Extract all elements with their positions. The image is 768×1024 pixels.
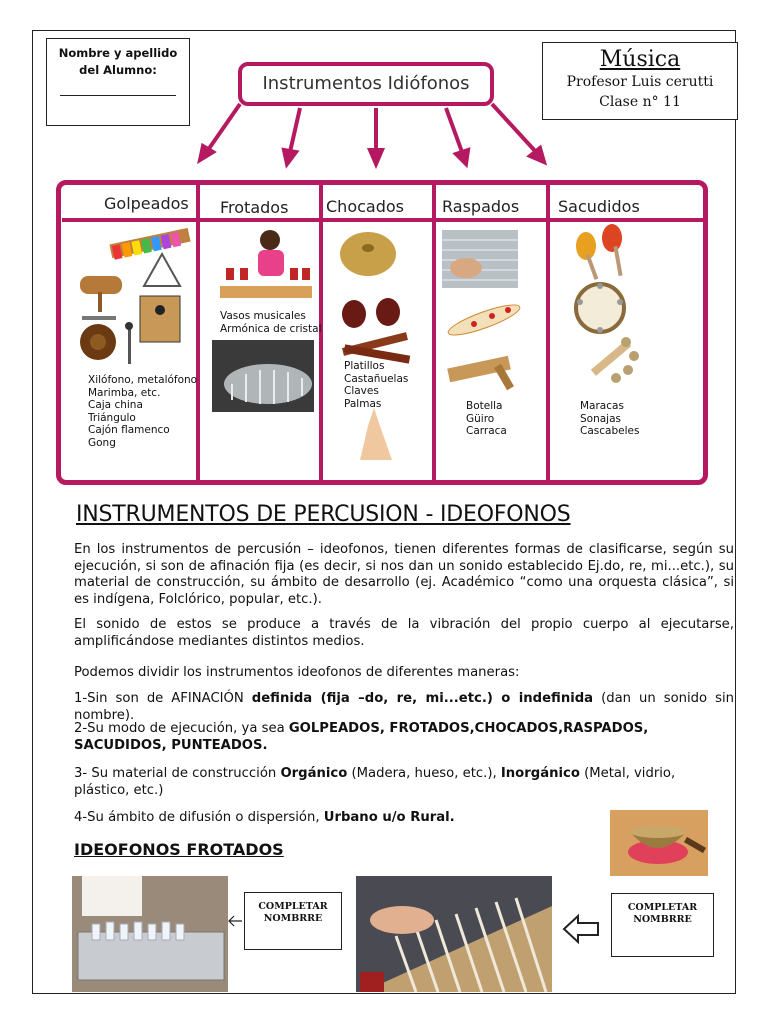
cajon-icon: [140, 296, 180, 342]
guiro-icon: [446, 299, 523, 340]
student-label-line2: del Alumno:: [79, 63, 157, 77]
xylophone-icon: [109, 228, 190, 260]
text: 1-Sin son de AFINACIÓN: [74, 691, 252, 706]
list-item: Marimba, etc.: [88, 386, 161, 399]
text-bold: Inorgánico: [500, 766, 580, 781]
text-bold: Urbano u/o Rural.: [323, 810, 455, 825]
complete-name-box-2[interactable]: [611, 893, 714, 957]
list-golpeados: [88, 374, 197, 449]
golpeados-illustrations: [74, 222, 196, 370]
mallet-icon: [125, 322, 133, 364]
list-item: Caja china: [88, 399, 143, 411]
heading-sacudidos: Sacudidos: [558, 197, 640, 216]
castanets-icon: [342, 298, 400, 328]
glass-armonica-player-photo-icon: [356, 876, 552, 992]
list-chocados: [344, 360, 408, 410]
heading-golpeados: Golpeados: [104, 194, 189, 213]
list-item: Sonajas: [580, 412, 622, 425]
class-number: Clase n° 11: [599, 94, 681, 110]
main-title: INSTRUMENTOS DE PERCUSION - IDEOFONOS: [76, 502, 571, 527]
complete-name-box-1[interactable]: [244, 892, 342, 950]
wood-block-icon: [80, 276, 122, 312]
text: (Madera, hueso, etc.),: [347, 766, 501, 781]
subject-title: Música: [599, 47, 681, 72]
text: 3- Su material de construcción: [74, 766, 281, 781]
glass-armonica-photo-icon: [212, 340, 314, 412]
teacher-name: Profesor Luis cerutti: [566, 74, 714, 90]
text: 4-Su ámbito de difusión o dispersión,: [74, 810, 324, 825]
claves-icon: [342, 332, 410, 364]
singing-bowl-photo-icon: [610, 810, 708, 876]
complete-label: NOMBRRE: [633, 914, 692, 925]
list-item: Güiro: [466, 412, 495, 425]
complete-label: COMPLETAR: [258, 901, 328, 912]
glass-harp-photo-icon: [220, 230, 312, 298]
arrow-left-outline-icon: [562, 912, 600, 946]
list-item: Castañuelas: [344, 372, 409, 385]
tambourine-icon: [576, 283, 624, 333]
heading-chocados: Chocados: [326, 197, 404, 216]
paragraph-item-3: [74, 766, 734, 799]
sacudidos-illustrations: [568, 224, 668, 394]
list-frotados: [220, 310, 322, 335]
glass-harp-player-photo-icon: [72, 876, 228, 992]
list-raspados: [466, 400, 507, 438]
complete-label: COMPLETAR: [627, 902, 698, 913]
list-item: Maracas: [580, 400, 624, 412]
triangle-icon: [144, 254, 180, 286]
list-sacudidos: [580, 400, 639, 438]
list-item: Xilófono, metalófono: [88, 374, 198, 386]
column-divider: [432, 184, 436, 484]
paragraph-intro: En los instrumentos de percusión – ideofonos, tienen diferentes formas de clasificarse, según su ejecución, si son de afinación fija (es decir, si nos dan un sonido establecido Ej.do, re, mi...etc.), su material de construcción, su ámbito de desarrollo (ej. Académico “como una orquesta clásica”, si es indígena, Folclórico, popular, etc.).: [74, 542, 734, 607]
complete-label: NOMBRRE: [263, 913, 323, 924]
text-bold: Orgánico: [280, 766, 348, 781]
heading-frotados: Frotados: [220, 198, 289, 217]
list-item: Carraca: [466, 425, 507, 437]
raspados-illustrations: [440, 226, 544, 396]
list-item: Armónica de cristal: [220, 322, 322, 335]
gong-icon: [80, 316, 116, 360]
list-item: Claves: [344, 385, 379, 397]
list-item: Platillos: [344, 360, 385, 372]
list-item: Cascabeles: [580, 425, 640, 437]
paragraph-sound: El sonido de estos se produce a través de la vibración del propio cuerpo al ejecutarse, amplificándose mediantes distintos medios.: [74, 617, 734, 649]
text-bold: definida (fija –do, re, mi...etc.) o indefinida: [251, 691, 594, 706]
text: (Metal, vidrio, plástico, etc.): [74, 766, 676, 798]
text-bold: GOLPEADOS, FROTADOS,CHOCADOS,RASPADOS, SACUDIDOS, PUNTEADOS.: [74, 721, 649, 753]
text: (dan un sonido sin nombre).: [74, 691, 734, 723]
list-item: Palmas: [344, 397, 382, 410]
heading-raspados: Raspados: [442, 197, 520, 216]
bells-icon: [591, 337, 639, 383]
list-item: Gong: [88, 436, 116, 449]
ratchet-icon: [447, 356, 514, 391]
arrow-left-icon: [226, 914, 244, 928]
diagram-title: Instrumentos Idiófonos: [238, 62, 494, 106]
text: 2-Su modo de ejecución, ya sea: [74, 721, 289, 736]
maracas-icon: [576, 224, 623, 280]
paragraph-item-2: [74, 721, 734, 754]
cymbal-icon: [340, 232, 396, 276]
washboard-photo-icon: [442, 230, 518, 288]
list-item: Vasos musicales: [220, 310, 306, 322]
student-label-line1: Nombre y apellido: [58, 46, 178, 60]
list-item: Botella: [466, 400, 503, 412]
section-title: IDEOFONOS FROTADOS: [74, 840, 284, 859]
palms-icon: [360, 408, 392, 460]
list-item: Triángulo: [88, 411, 136, 424]
column-divider: [546, 184, 550, 484]
paragraph-ways: Podemos dividir los instrumentos ideofonos de diferentes maneras:: [74, 665, 520, 680]
paragraph-item-1: [74, 691, 734, 724]
chocados-illustrations: [334, 226, 418, 466]
list-item: Cajón flamenco: [88, 424, 170, 436]
